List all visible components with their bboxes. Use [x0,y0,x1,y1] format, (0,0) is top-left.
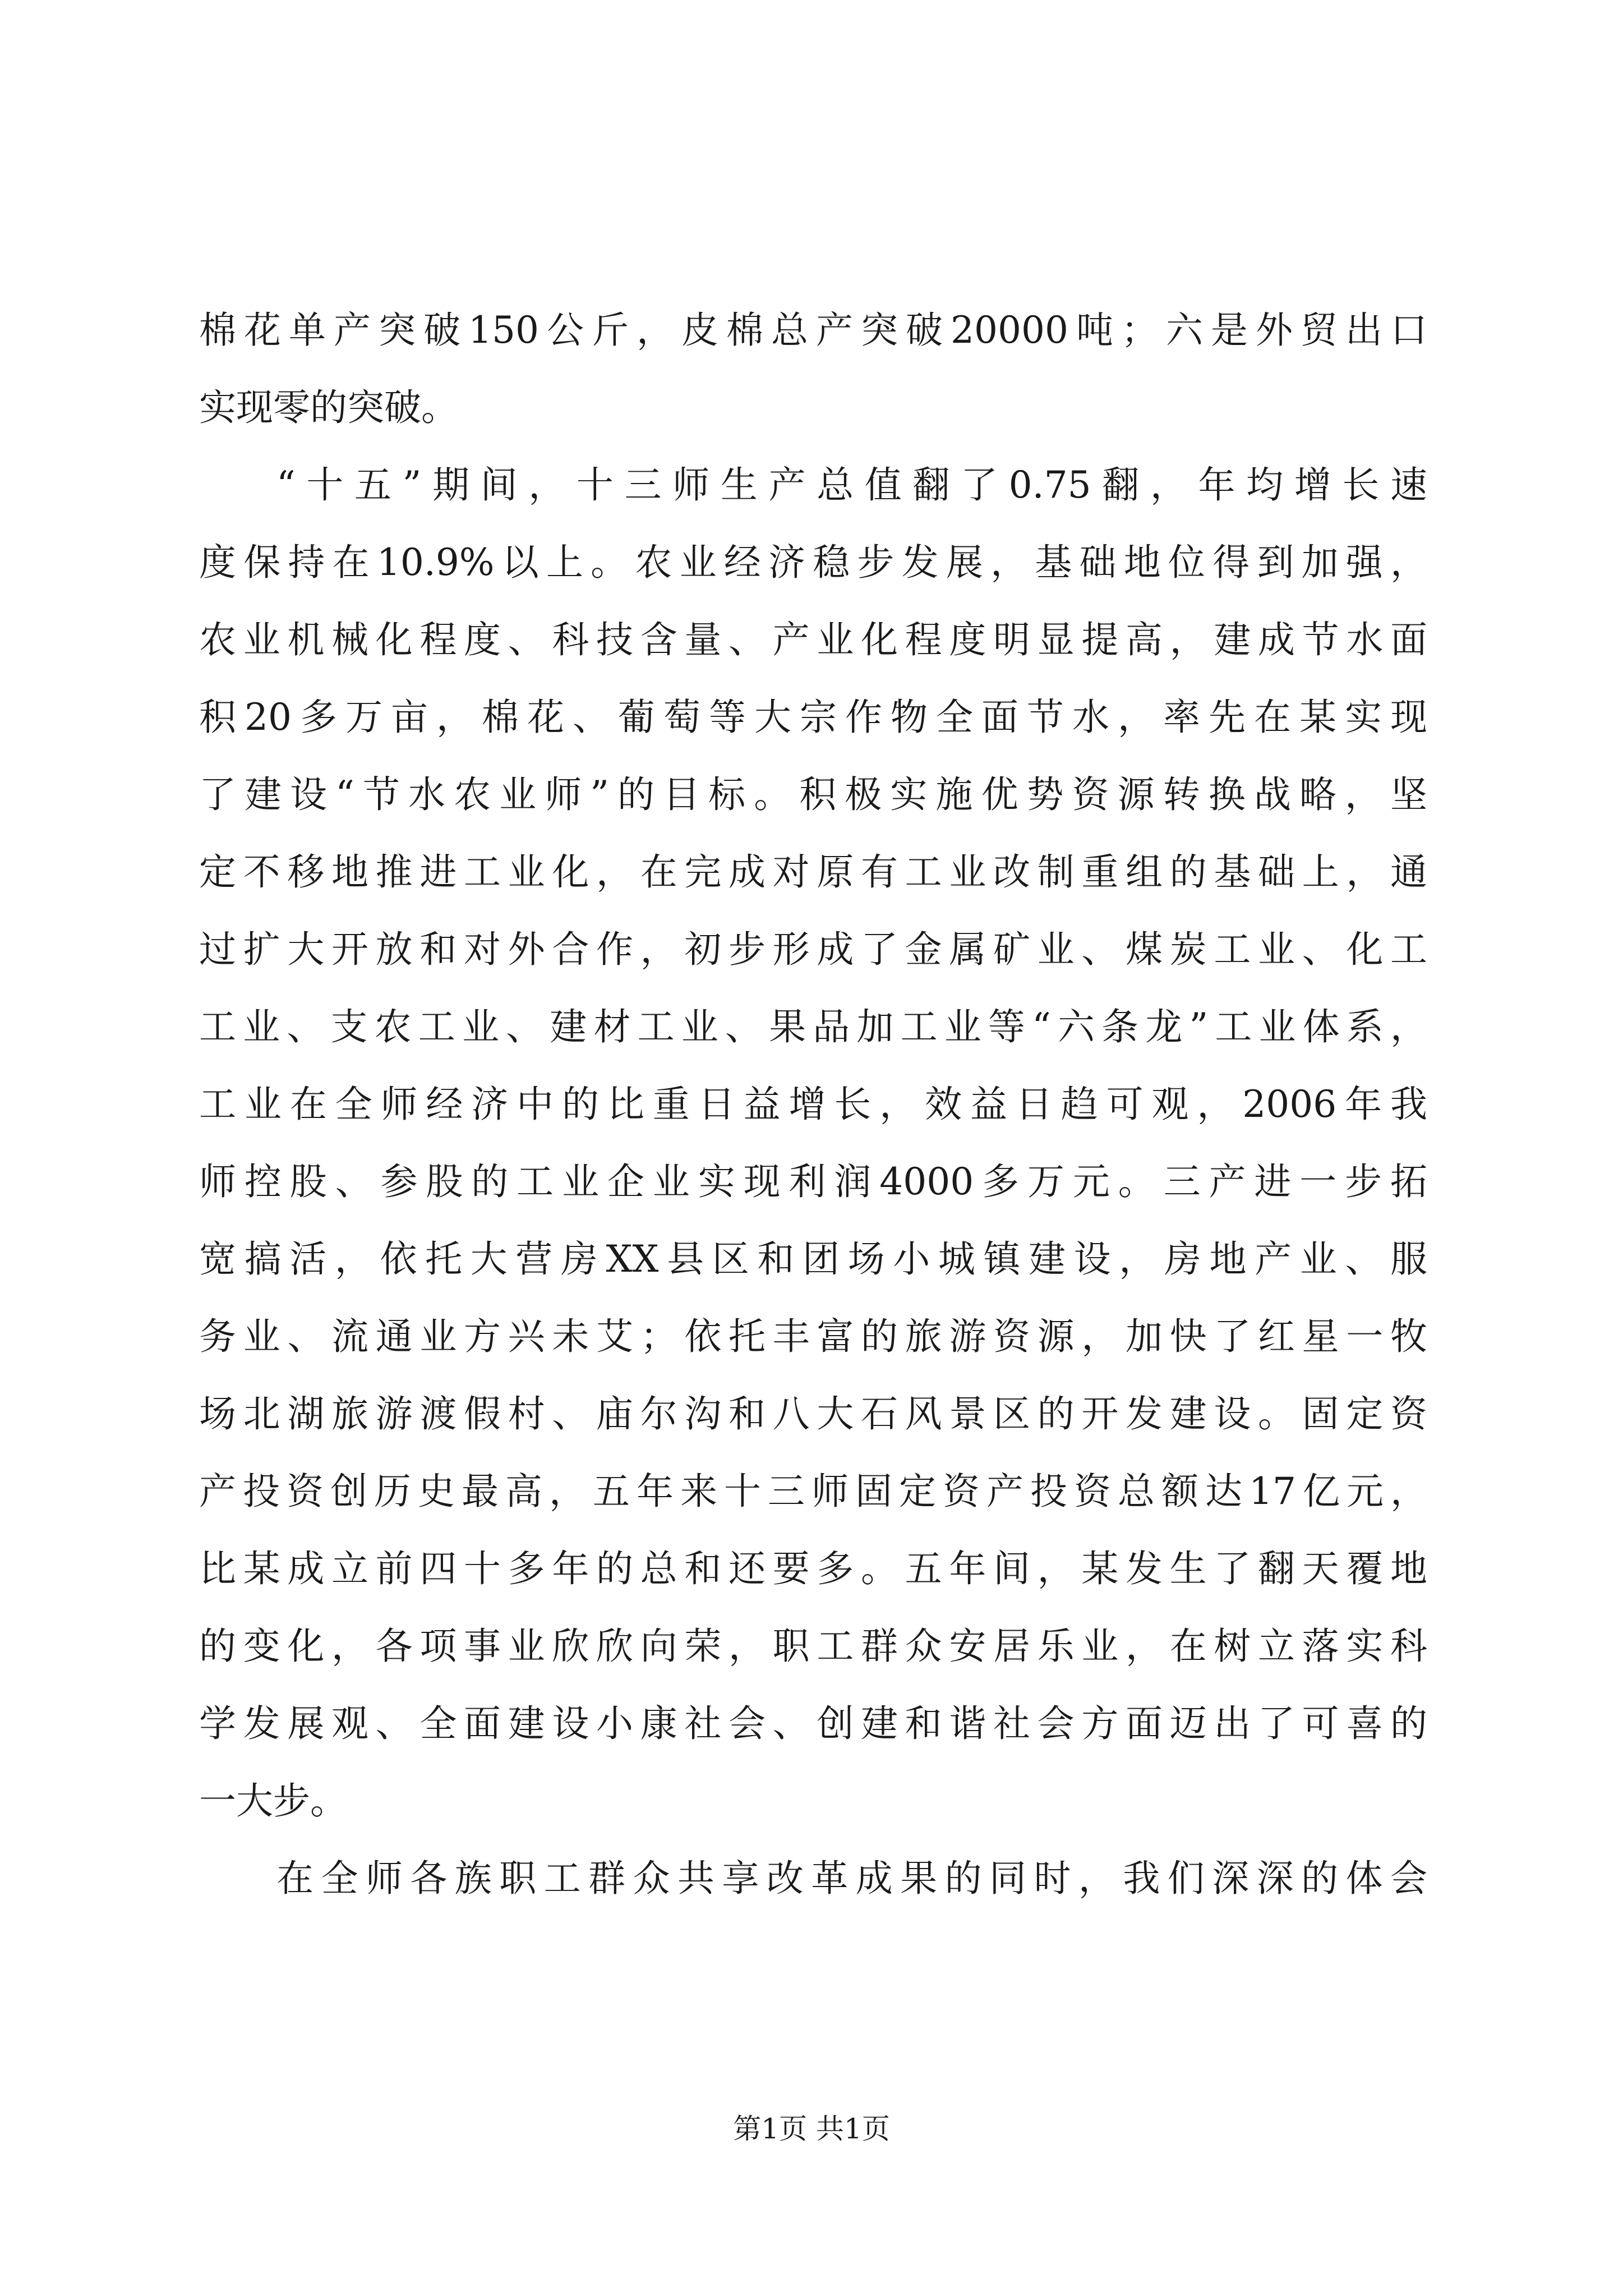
text-line: 工业、支农工业、建材工业、果品加工业等“六条龙”工业体系， [199,1005,1427,1048]
text-line: 产投资创历史最高，五年来十三师固定资产投资总额达17亿元， [199,1470,1427,1513]
page-number-label: 第1页 共1页 [733,2113,890,2145]
text-line: 的变化，各项事业欣欣向荣，职工群众安居乐业，在树立落实科 [199,1625,1427,1668]
text-line: 了建设“节水农业师”的目标。积极实施优势资源转换战略，坚 [199,773,1427,816]
text-line: 务业、流通业方兴未艾；依托丰富的旅游资源，加快了红星一牧 [199,1315,1427,1358]
page-footer [0,2106,1623,2147]
text-line: 一大步。 [199,1779,347,1823]
text-line: 实现零的突破。 [199,386,458,429]
text-line: 积20多万亩，棉花、葡萄等大宗作物全面节水，率先在某实现 [199,696,1427,739]
text-line: 宽搞活，依托大营房XX县区和团场小城镇建设，房地产业、服 [199,1237,1427,1281]
text-line: 定不移地推进工业化，在完成对原有工业改制重组的基础上，通 [199,850,1427,894]
text-line: 工业在全师经济中的比重日益增长，效益日趋可观，2006年我 [199,1083,1427,1126]
document-body [199,292,1427,1917]
text-line: 场北湖旅游渡假村、庙尔沟和八大石风景区的开发建设。固定资 [199,1392,1427,1435]
text-line: 学发展观、全面建设小康社会、创建和谐社会方面迈出了可喜的 [199,1702,1427,1745]
text-line: 棉花单产突破150公斤，皮棉总产突破20000吨；六是外贸出口 [199,309,1427,352]
text-line: 农业机械化程度、科技含量、产业化程度明显提高，建成节水面 [199,618,1427,661]
text-line: 过扩大开放和对外合作，初步形成了金属矿业、煤炭工业、化工 [199,928,1427,971]
text-line: 比某成立前四十多年的总和还要多。五年间，某发生了翻天覆地 [199,1547,1427,1590]
paragraph-start-line: “十五”期间，十三师生产总值翻了0.75翻，年均增长速 [276,463,1427,507]
text-line: 师控股、参股的工业企业实现利润4000多万元。三产进一步拓 [199,1160,1427,1203]
text-line: 度保持在10.9%以上。农业经济稳步发展，基础地位得到加强， [199,541,1427,584]
paragraph-start-line: 在全师各族职工群众共享改革成果的同时，我们深深的体会 [276,1857,1427,1900]
